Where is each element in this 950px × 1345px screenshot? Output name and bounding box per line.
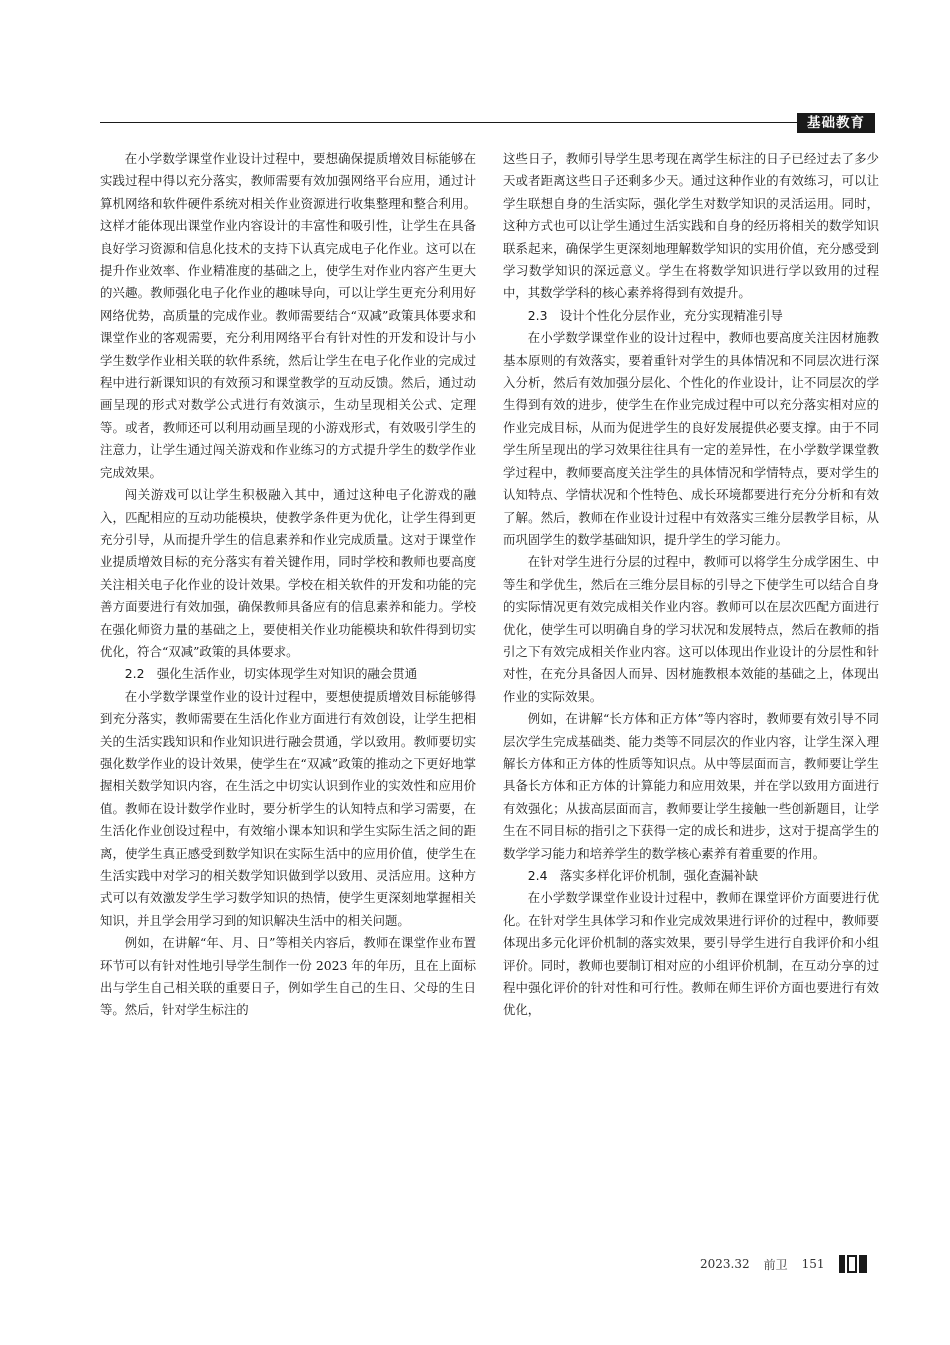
journal-logo-icon xyxy=(839,1255,869,1273)
page-number: 151 xyxy=(801,1257,825,1271)
section-tag: 基础教育 xyxy=(797,113,875,133)
paragraph: 在针对学生进行分层的过程中，教师可以将学生分成学困生、中等生和学优生，然后在三维分层目标的引导之下使学生可以结合自身的实际情况更有效完成相关作业内容。教师可以在层次匹配方面进行优化，使学生可以明确自身的学习状况和发展特点，然后在教师的指引之下有效完成相关作业内容。这可以体现出作业设计的分层性和针对性，在充分具备因人而异、因材施教根本效能的基础之上，体现出作业的实际效果。 xyxy=(503,554,879,704)
paragraph: 例如，在讲解“年、月、日”等相关内容后，教师在课堂作业布置环节可以有针对性地引导学生制作一份 2023 年的年历，且在上面标出与学生自己相关联的重要日子，例如学生自己的生日、父母的生日等。然后，针对学生标注的 xyxy=(100,935,476,1018)
header-rule xyxy=(100,122,797,123)
paragraph: 在小学数学课堂作业的设计过程中，要想使提质增效目标能够得到充分落实，教师需要在生活化作业方面进行有效创设，让学生把相关的生活实践知识和作业知识进行融会贯通，学以致用。教师要切实强化数学作业的设计效果，使学生在“双减”政策的推动之下更好地掌握相关数学知识内容，在生活之中切实认识到作业的实效性和应用价值。教师在设计数学作业时，要分析学生的认知特点和学习需要，在生活化作业创设过程中，有效缩小课本知识和学生实际生活之间的距离，使学生真正感受到数学知识在实际生活中的应用价值，使学生在生活实践中对学习的相关数学知识做到学以致用、灵活应用。这种方式可以有效激发学生学习数学知识的热情，使学生更深刻地掌握相关知识，并且学会用学习到的知识解决生活中的相关问题。 xyxy=(100,688,476,928)
paragraph: 这些日子，教师引导学生思考现在离学生标注的日子已经过去了多少天或者距离这些日子还剩多少天。通过这种作业的有效练习，可以让学生联想自身的生活实际，强化学生对数学知识的灵活运用。同时，这种方式也可以让学生通过生活实践和自身的经历将相关的数学知识联系起来，确保学生更深刻地理解数学知识的实用价值，充分感受到学习数学知识的深远意义。学生在将数学知识进行学以致用的过程中，其数学学科的核心素养将得到有效提升。 xyxy=(503,151,879,301)
paragraph: 在小学数学课堂作业设计过程中，要想确保提质增效目标能够在实践过程中得以充分落实，教师需要有效加强网络平台应用，通过计算机网络和软件硬件系统对相关作业资源进行收集整理和整合利用。这样才能体现出课堂作业内容设计的丰富性和吸引性，让学生在具备良好学习资源和信息化技术的支持下认真完成电子化作业。这可以在提升作业效率、作业精准度的基础之上，使学生对作业内容产生更大的兴趣。教师强化电子化作业的趣味导向，可以让学生更充分利用好网络优势，高质量的完成作业。教师需要结合“双减”政策具体要求和课堂作业的客观需要，充分利用网络平台有针对性的开发和设计与小学生数学作业相关联的软件系统，然后让学生在电子化作业的完成过程中进行新课知识的有效预习和课堂教学的互动反馈。然后，通过动画呈现的形式对数学公式进行有效演示，生动呈现相关公式、定理等。或者，教师还可以利用动画呈现的小游戏形式，有效吸引学生的注意力，让学生通过闯关游戏和作业练习的方式提升学生的数学作业完成效果。 xyxy=(100,151,476,480)
section-heading-2-2: 2.2 强化生活作业，切实体现学生对知识的融会贯通 xyxy=(124,666,418,682)
left-column xyxy=(100,148,476,1022)
journal-name: 前卫 xyxy=(763,1257,788,1272)
page-footer xyxy=(700,1253,869,1275)
right-column xyxy=(503,148,879,1022)
section-heading-2-4: 2.4 落实多样化评价机制，强化查漏补缺 xyxy=(527,868,759,883)
paragraph: 在小学数学课堂作业设计过程中，教师在课堂评价方面要进行优化。在针对学生具体学习和作业完成效果进行评价的过程中，教师要体现出多元化评价机制的落实效果，要引导学生进行自我评价和小组评价。同时，教师也要制订相对应的小组评价机制，在互动分享的过程中强化评价的针对性和可行性。教师在师生评价方面也要进行有效优化， xyxy=(503,890,879,1018)
paragraph: 闯关游戏可以让学生积极融入其中，通过这种电子化游戏的融入，匹配相应的互动功能模块，使教学条件更为优化，让学生得到更充分引导，从而提升学生的信息素养和作业完成质量。这对于课堂作业提质增效目标的充分落实有着关键作用，同时学校和教师也要高度关注相关电子化作业的设计效果。学校在相关软件的开发和功能的完善方面要进行有效加强，确保教师具备应有的信息素养和能力。学校在强化师资力量的基础之上，要使相关作业功能模块和软件得到切实优化，符合“双减”政策的具体要求。 xyxy=(100,487,476,659)
issue-number: 2023.32 xyxy=(700,1257,750,1271)
section-heading-2-3: 2.3 设计个性化分层作业，充分实现精准引导 xyxy=(527,307,783,323)
paragraph: 例如，在讲解“长方体和正方体”等内容时，教师要有效引导不同层次学生完成基础类、能力类等不同层次的作业内容，让学生深入理解长方体和正方体的性质等知识点。从中等层面而言，教师要让学生具备长方体和正方体的计算能力和应用效果，并在学以致用方面进行有效强化；从拔高层面而言，教师要让学生接触一些创新题目，让学生在不同目标的指引之下获得一定的成长和进步，这对于提高学生的数学学习能力和培养学生的数学核心素养有着重要的作用。 xyxy=(503,711,879,861)
paragraph: 在小学数学课堂作业的设计过程中，教师也要高度关注因材施教基本原则的有效落实，要着重针对学生的具体情况和不同层次进行深入分析，然后有效加强分层化、个性化的作业设计，让不同层次的学生得到有效的进步，使学生在作业完成过程中可以充分落实相对应的作业完成目标，从而为促进学生的良好发展提供必要支撑。由于不同学生所呈现出的学习效果往往具有一定的差异性，在小学数学课堂教学过程中，教师要高度关注学生的具体情况和学情特点，要对学生的认知特点、学情状况和个性特色、成长环境都要进行充分分析和有效了解。然后，教师在作业设计过程中有效落实三维分层教学目标，从而巩固学生的数学基础知识，提升学生的学习能力。 xyxy=(503,330,879,547)
